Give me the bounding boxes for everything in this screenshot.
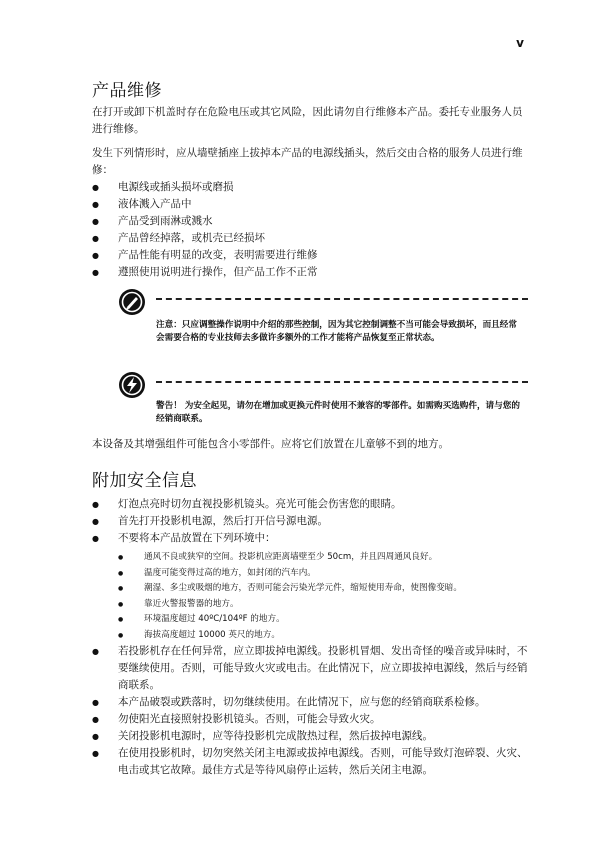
list-item: ● 关闭投影机电源时，应等待投影机完成散热过程，然后拔掉电源线。 bbox=[92, 728, 532, 745]
list-item: ● 首先打开投影机电源，然后打开信号源电源。 bbox=[92, 513, 532, 530]
environment-sub-list bbox=[118, 550, 532, 643]
note-divider bbox=[156, 298, 528, 300]
note-box bbox=[118, 288, 528, 358]
note-pencil-icon bbox=[118, 288, 146, 316]
section-title-additional-safety: 附加安全信息 bbox=[92, 471, 197, 491]
sub-list-item: ● 靠近火警报警器的地方。 bbox=[118, 597, 532, 613]
list-item: ● 产品性能有明显的改变，表明需要进行维修 bbox=[92, 247, 532, 264]
sub-list-item: ● 通风不良或狭窄的空间。投影机应距离墙壁至少 50cm，并且四周通风良好。 bbox=[118, 550, 532, 566]
section-title-product-service: 产品维修 bbox=[92, 81, 162, 101]
list-item: ● 在使用投影机时，切勿突然关闭主电源或拔掉电源线。否则，可能导致灯泡碎裂、火灾、电击或其它故障。最佳方式是等待风扇停止运转，然后关闭主电源。 bbox=[92, 745, 532, 779]
list-item: ● 本产品破裂或跌落时，切勿继续使用。在此情况下，应与您的经销商联系检修。 bbox=[92, 694, 532, 711]
warning-box bbox=[118, 371, 528, 431]
sub-list-item: ● 温度可能变得过高的地方，如封闭的汽车内。 bbox=[118, 566, 532, 582]
unplug-conditions-paragraph: 发生下列情形时，应从墙壁插座上拔掉本产品的电源线插头，然后交由合格的服务人员进行维修： bbox=[92, 147, 523, 176]
list-item bbox=[92, 530, 532, 643]
list-item: ● 产品曾经掉落，或机壳已经损坏 bbox=[92, 230, 532, 247]
warning-text: 警告！ 为安全起见，请勿在增加或更换元件时使用不兼容的零部件。如需购买选购件，请与您的经销商联系。 bbox=[156, 401, 520, 424]
list-item: ● 灯泡点亮时切勿直视投影机镜头。亮光可能会伤害您的眼睛。 bbox=[92, 496, 532, 513]
page-number: v bbox=[516, 36, 524, 50]
small-parts-paragraph: 本设备及其增强组件可能包含小零部件。应将它们放置在儿童够不到的地方。 bbox=[92, 438, 449, 450]
sub-list-item: ● 环境温度超过 40ºC/104ºF 的地方。 bbox=[118, 612, 532, 628]
list-item: ● 遵照使用说明进行操作，但产品工作不正常 bbox=[92, 264, 532, 281]
list-item: ● 产品受到雨淋或溅水 bbox=[92, 213, 532, 230]
note-text: 注意：只应调整操作说明中介绍的那些控制，因为其它控制调整不当可能会导致损坏，而且经常会需要合格的专业技师去多做许多额外的工作才能将产品恢复至正常状态。 bbox=[156, 320, 517, 343]
list-item-text: 不要将本产品放置在下列环境中： bbox=[118, 532, 276, 544]
warning-lightning-icon bbox=[118, 371, 146, 399]
additional-safety-list bbox=[92, 496, 532, 779]
list-item: ● 液体溅入产品中 bbox=[92, 196, 532, 213]
warning-divider bbox=[156, 381, 528, 383]
service-intro-paragraph: 在打开或卸下机盖时存在危险电压或其它风险，因此请勿自行维修本产品。委托专业服务人员进行维修。 bbox=[92, 106, 523, 135]
unplug-conditions-list bbox=[92, 179, 532, 281]
list-item: ● 电源线或插头损坏或磨损 bbox=[92, 179, 532, 196]
sub-list-item: ● 潮湿、多尘或吸烟的地方，否则可能会污染光学元件，缩短使用寿命，使图像变暗。 bbox=[118, 581, 532, 597]
sub-list-item: ● 海拔高度超过 10000 英尺的地方。 bbox=[118, 628, 532, 644]
list-item: ● 若投影机存在任何异常，应立即拔掉电源线。投影机冒烟、发出奇怪的噪音或异味时，不要继续使用。否则，可能导致火灾或电击。在此情况下，应立即拔掉电源线，然后与经销商联系。 bbox=[92, 643, 532, 694]
list-item: ● 勿使阳光直接照射投影机镜头。否则，可能会导致火灾。 bbox=[92, 711, 532, 728]
